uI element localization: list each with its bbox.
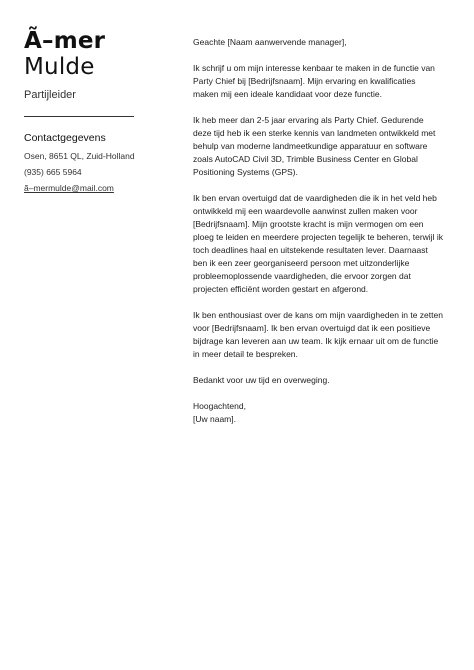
sidebar-divider <box>24 116 134 117</box>
letter-paragraph: Ik ben enthousiast over de kans om mijn vaardigheden in te zetten voor [Bedrijfsnaam]. Ik ben ervan overtuigd dat ik een positieve bijdrage kan leveren aan uw team. Ik kijk ernaar uit om de functie in meer detail te bespreken. <box>193 310 443 359</box>
letter-body <box>193 36 443 426</box>
letter-thanks: Bedankt voor uw tijd en overweging. <box>193 375 330 385</box>
candidate-last-name: Mulde <box>24 54 95 80</box>
candidate-first-name: Ã–mer <box>24 28 106 54</box>
letter-closing: Hoogachtend, <box>193 401 246 411</box>
letter-paragraph: Ik heb meer dan 2-5 jaar ervaring als Party Chief. Gedurende deze tijd heb ik een sterke kennis van landmeten ontwikkeld met behulp van moderne landmeetkundige apparatuur en software zoals AutoCAD Civil 3D, Trimble Business Center en Global Positioning Systems (GPS). <box>193 115 436 177</box>
contact-address: Osen, 8651 QL, Zuid-Holland <box>24 151 135 161</box>
sidebar <box>24 28 136 195</box>
letter-salutation: Geachte [Naam aanwervende manager], <box>193 37 347 47</box>
letter-paragraph: Ik ben ervan overtuigd dat de vaardigheden die ik in het veld heb ontwikkeld mij een waardevolle aanwinst zullen maken voor [Bedrijfsnaam]. Mijn grootste kracht is mijn vermogen om een ploeg te leiden en meerdere projecten tegelijk te beheren, terwijl ik toch deadlines haal en uitstekende resultaten lever. Daarnaast ben ik een zeer georganiseerd persoon met uitzonderlijke probleemoplossende vaardigheden, die ervoor zorgen dat projecten efficiënt worden gestart en afgerond. <box>193 193 443 294</box>
letter-signature: [Uw naam]. <box>193 414 236 424</box>
contact-email-link[interactable]: ã–mermulde@mail.com <box>24 183 114 193</box>
letter-closing-block <box>193 400 443 426</box>
job-title: Partijleider <box>24 89 76 101</box>
contact-phone: (935) 665 5964 <box>24 167 82 177</box>
letter-paragraph: Ik schrijf u om mijn interesse kenbaar te maken in de functie van Party Chief bij [Bedrijfsnaam]. Mijn ervaring en kwalificaties maken mij een ideale kandidaat voor deze functie. <box>193 63 435 99</box>
contact-heading: Contactgegevens <box>24 132 106 144</box>
